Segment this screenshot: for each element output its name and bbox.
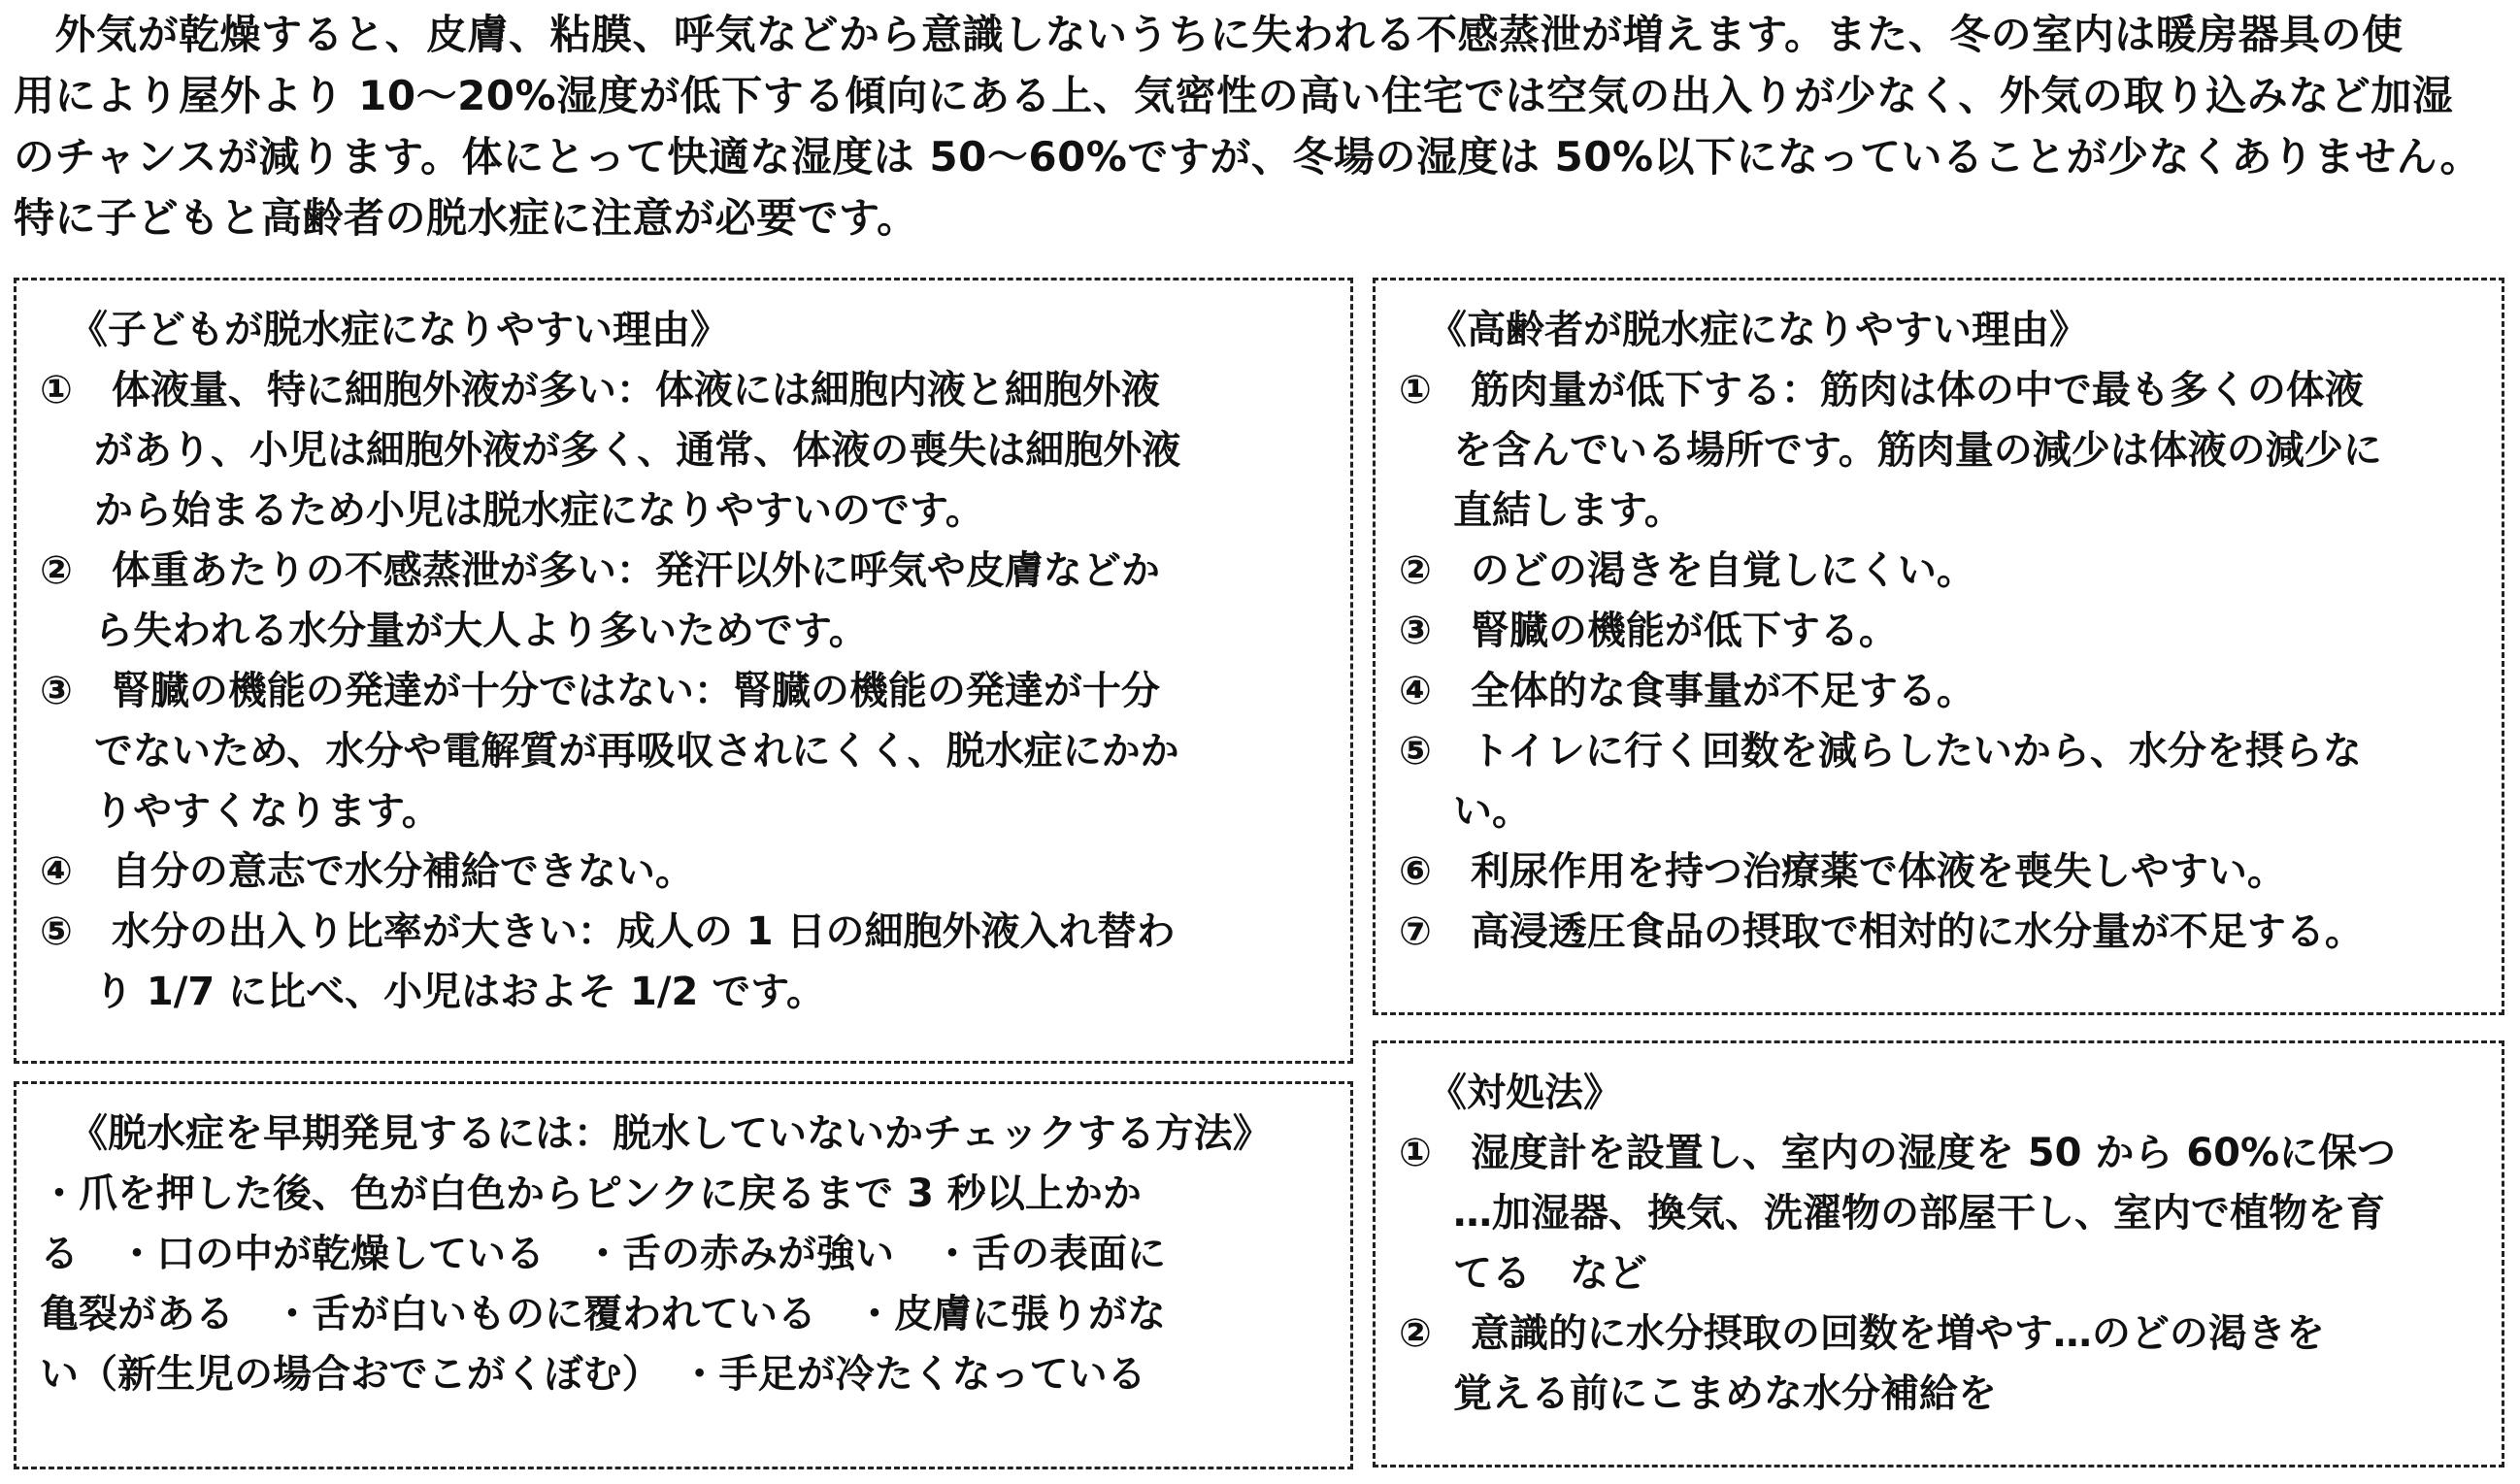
item-line: 直結します。 [1453, 488, 1683, 533]
countermeasure-item-2 [1399, 1303, 2478, 1424]
item-line: てる など [1453, 1251, 1647, 1296]
children-reason-item-3 [40, 661, 1327, 841]
item-line: ③ 腎臓の機能の発達が十分ではない：腎臓の機能の発達が十分 [40, 669, 1160, 713]
intro-line: 用により屋外より 10～20%湿度が低下する傾向にある上、気密性の高い住宅では空気の出入りが少なく、外気の取り込みなど加湿 [14, 72, 2454, 119]
intro-paragraph [14, 4, 2508, 248]
children-reasons-title: 《子どもが脱水症になりやすい理由》 [69, 308, 729, 352]
check-line: る ・口の中が乾燥している ・舌の赤みが強い ・舌の表面に [40, 1232, 1166, 1276]
item-line: ⑤ 水分の出入り比率が大きい：成人の 1 日の細胞外液入れ替わ [40, 909, 1176, 954]
item-line: …加湿器、換気、洗濯物の部屋干し、室内で植物を育 [1453, 1191, 2385, 1236]
elderly-reason-item-1 [1399, 360, 2478, 541]
check-line: い（新生児の場合おでこがくぼむ） ・手足が冷たくなっている [40, 1352, 1146, 1397]
children-reasons-box [14, 278, 1353, 1064]
early-detection-title: 《脱水症を早期発見するには：脱水していないかチェックする方法》 [69, 1111, 1272, 1156]
intro-line: のチャンスが減ります。体にとって快適な湿度は 50～60%ですが、冬場の湿度は 50%以下になっていることが少なくありません。 [14, 133, 2482, 181]
check-line: ・爪を押した後、色が白色からピンクに戻るまで 3 秒以上かか [40, 1171, 1142, 1216]
item-line: から始まるため小児は脱水症になりやすいのです。 [94, 488, 984, 533]
intro-line: 外気が乾燥すると、皮膚、粘膜、呼気などから意識しないうちに失われる不感蒸泄が増えます。また、冬の室内は暖房器具の使 [14, 11, 2404, 58]
elderly-reasons-title: 《高齢者が脱水症になりやすい理由》 [1428, 308, 2088, 352]
elderly-reason-item-7 [1399, 902, 2478, 962]
item-line: を含んでいる場所です。筋肉量の減少は体液の減少に [1453, 428, 2382, 473]
countermeasures-title: 《対処法》 [1428, 1071, 1622, 1115]
elderly-reasons-box [1373, 278, 2504, 1015]
item-line: があり、小児は細胞外液が多く、通常、体液の喪失は細胞外液 [94, 428, 1181, 473]
item-line: ② 意識的に水分摂取の回数を増やす…のどの渇きを [1399, 1311, 2325, 1356]
elderly-reason-item-4 [1399, 661, 2478, 721]
item-line: ⑥ 利尿作用を持つ治療薬で体液を喪失しやすい。 [1399, 849, 2286, 894]
item-line: ⑦ 高浸透圧食品の摂取で相対的に水分量が不足する。 [1399, 909, 2364, 954]
item-line: ② 体重あたりの不感蒸泄が多い：発汗以外に呼気や皮膚などか [40, 548, 1160, 593]
children-reason-item-5 [40, 902, 1327, 1022]
item-line: ① 体液量、特に細胞外液が多い：体液には細胞内液と細胞外液 [40, 368, 1160, 412]
item-line: ③ 腎臓の機能が低下する。 [1399, 609, 1898, 653]
item-line: ① 筋肉量が低下する：筋肉は体の中で最も多くの体液 [1399, 368, 2364, 412]
item-line: ら失われる水分量が大人より多いためです。 [94, 609, 868, 653]
elderly-reason-item-2 [1399, 541, 2478, 601]
item-line: い。 [1453, 789, 1531, 834]
elderly-reason-item-3 [1399, 601, 2478, 661]
countermeasures-box [1373, 1040, 2504, 1468]
item-line: ② のどの渇きを自覚しにくい。 [1399, 548, 1975, 593]
elderly-reason-item-5 [1399, 721, 2478, 841]
children-reason-item-2 [40, 541, 1327, 661]
item-line: ⑤ トイレに行く回数を減らしたいから、水分を摂らな [1399, 729, 2362, 774]
early-detection-box [14, 1081, 1353, 1469]
elderly-reason-item-6 [1399, 841, 2478, 902]
item-line: ④ 全体的な食事量が不足する。 [1399, 669, 1975, 713]
children-reason-item-1 [40, 360, 1327, 541]
countermeasure-item-1 [1399, 1123, 2478, 1303]
item-line: ① 湿度計を設置し、室内の湿度を 50 から 60%に保つ [1399, 1131, 2397, 1175]
item-line: 覚える前にこまめな水分補給を [1453, 1371, 1997, 1416]
item-line: ④ 自分の意志で水分補給できない。 [40, 849, 694, 894]
item-line: り 1/7 に比べ、小児はおよそ 1/2 です。 [94, 970, 826, 1014]
check-line: 亀裂がある ・舌が白いものに覆われている ・皮膚に張りがな [40, 1292, 1166, 1336]
item-line: りやすくなります。 [94, 789, 441, 834]
intro-line: 特に子どもと高齢者の脱水症に注意が必要です。 [14, 194, 918, 242]
item-line: でないため、水分や電解質が再吸収されにくく、脱水症にかか [94, 729, 1179, 774]
children-reason-item-4 [40, 841, 1327, 902]
